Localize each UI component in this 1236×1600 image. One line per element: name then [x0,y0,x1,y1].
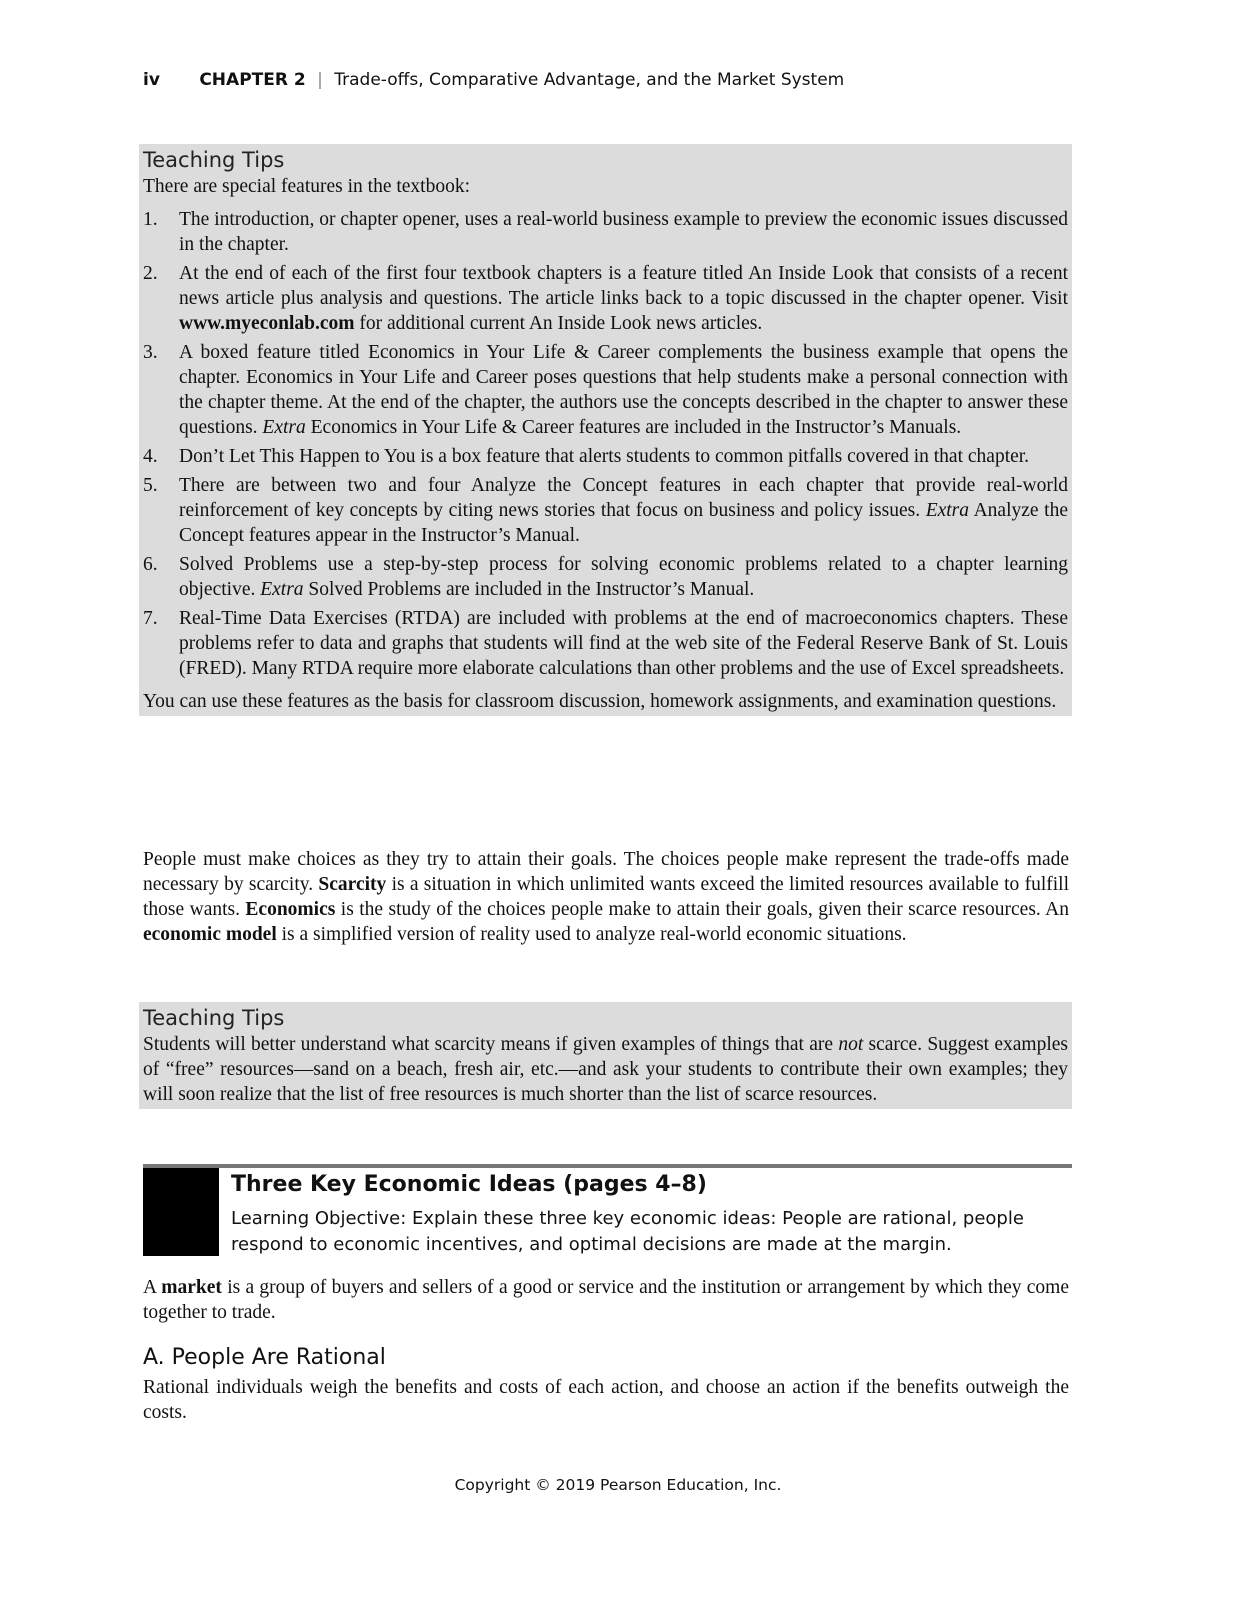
page-number: iv [143,70,160,90]
scarcity-paragraph: People must make choices as they try to attain their goals. The choices people make represent the trade-offs made necessary by scarcity. Scarcity is a situation in which unlimited wants exceed the limited resources available to fulfill those wants. Economics is the study of the choices people make to attain their goals, given their scarce resources. An economic model is a simplified version of reality used to analyze real-world economic situations. [143,849,1069,945]
teaching-tips-intro: There are special features in the textbook: [143,176,471,197]
chapter-label: CHAPTER 2 [199,70,306,90]
feature-list-item [143,473,1068,548]
teaching-tips-heading: Teaching Tips [143,1006,285,1030]
list-item-number: 4. [143,446,158,467]
feature-list-item [143,606,1068,681]
market-paragraph: A market is a group of buyers and sellers of a good or service and the institution or arrangement by which they come together to trade. [143,1277,1069,1323]
list-item-number: 3. [143,342,158,363]
feature-list-item [143,444,1068,469]
list-item-number: 6. [143,554,158,575]
feature-list-item [143,340,1068,440]
learning-objective: Learning Objective: Explain these three key economic ideas: People are rational, people respond to economic incentives, and optimal decisions are made at the margin. [231,1208,1024,1255]
subsection-heading: A. People Are Rational [143,1345,386,1370]
header-separator: | [317,70,323,90]
list-item-text: A boxed feature titled Economics in Your Life & Career complements the business example that opens the chapter. Economics in Your Life and Career poses questions that help students make a personal connection with the chapter theme. At the end of the chapter, the authors use the concepts described in the chapter to answer these questions. Extra Economics in Your Life & Career features are included in the Instructor’s Manuals. [179,342,1068,438]
teaching-tips-box-features [139,144,1072,716]
feature-list-item [143,552,1068,602]
list-item-text: At the end of each of the first four textbook chapters is a feature titled An Inside Look that consists of a recent news article plus analysis and questions. The article links back to a topic discussed in the chapter opener. Visit www.myeconlab.com for additional current An Inside Look news articles. [179,263,1068,334]
list-item-number: 5. [143,475,158,496]
list-item-number: 2. [143,263,158,284]
feature-list-item [143,207,1068,257]
list-item-number: 1. [143,209,158,230]
list-item-text: The introduction, or chapter opener, uses a real-world business example to preview the economic issues discussed in the chapter. [179,209,1068,255]
feature-list-item [143,261,1068,336]
rational-paragraph: Rational individuals weigh the benefits and costs of each action, and choose an action if the benefits outweigh the costs. [143,1377,1069,1423]
list-item-number: 7. [143,608,158,629]
running-header [143,70,844,90]
features-list [143,207,1068,681]
list-item-text: Solved Problems use a step-by-step process for solving economic problems related to a chapter learning objective. Extra Solved Problems are included in the Instructor’s Manual. [179,554,1068,600]
section-marker-block [143,1168,219,1256]
chapter-title: Trade-offs, Comparative Advantage, and the Market System [334,70,845,90]
list-item-text: There are between two and four Analyze the Concept features in each chapter that provide real-world reinforcement of key concepts by citing news stories that focus on business and policy issues. Extra Analyze the Concept features appear in the Instructor’s Manual. [179,475,1068,546]
section-banner [143,1164,1072,1260]
teaching-tips-heading: Teaching Tips [143,148,285,172]
teaching-tips-text: Students will better understand what scarcity means if given examples of things that are not scarce. Suggest examples of “free” resources—sand on a beach, fresh air, etc.—and ask your students to contribute their own examples; they will soon realize that the list of free resources is much shorter than the list of scarce resources. [143,1034,1068,1105]
teaching-tips-closing: You can use these features as the basis for classroom discussion, homework assignments, and examination questions. [143,691,1057,712]
list-item-text: Don’t Let This Happen to You is a box feature that alerts students to common pitfalls covered in that chapter. [179,446,1030,467]
section-title: Three Key Economic Ideas (pages 4–8) [231,1172,707,1197]
copyright-footer: Copyright © 2019 Pearson Education, Inc. [454,1476,782,1494]
list-item-text: Real-Time Data Exercises (RTDA) are included with problems at the end of macroeconomics chapters. These problems refer to data and graphs that students will find at the web site of the Federal Reserve Bank of St. Louis (FRED). Many RTDA require more elaborate calculations than other problems and the use of Excel spreadsheets. [179,608,1068,679]
teaching-tips-box-scarcity [139,1002,1072,1109]
